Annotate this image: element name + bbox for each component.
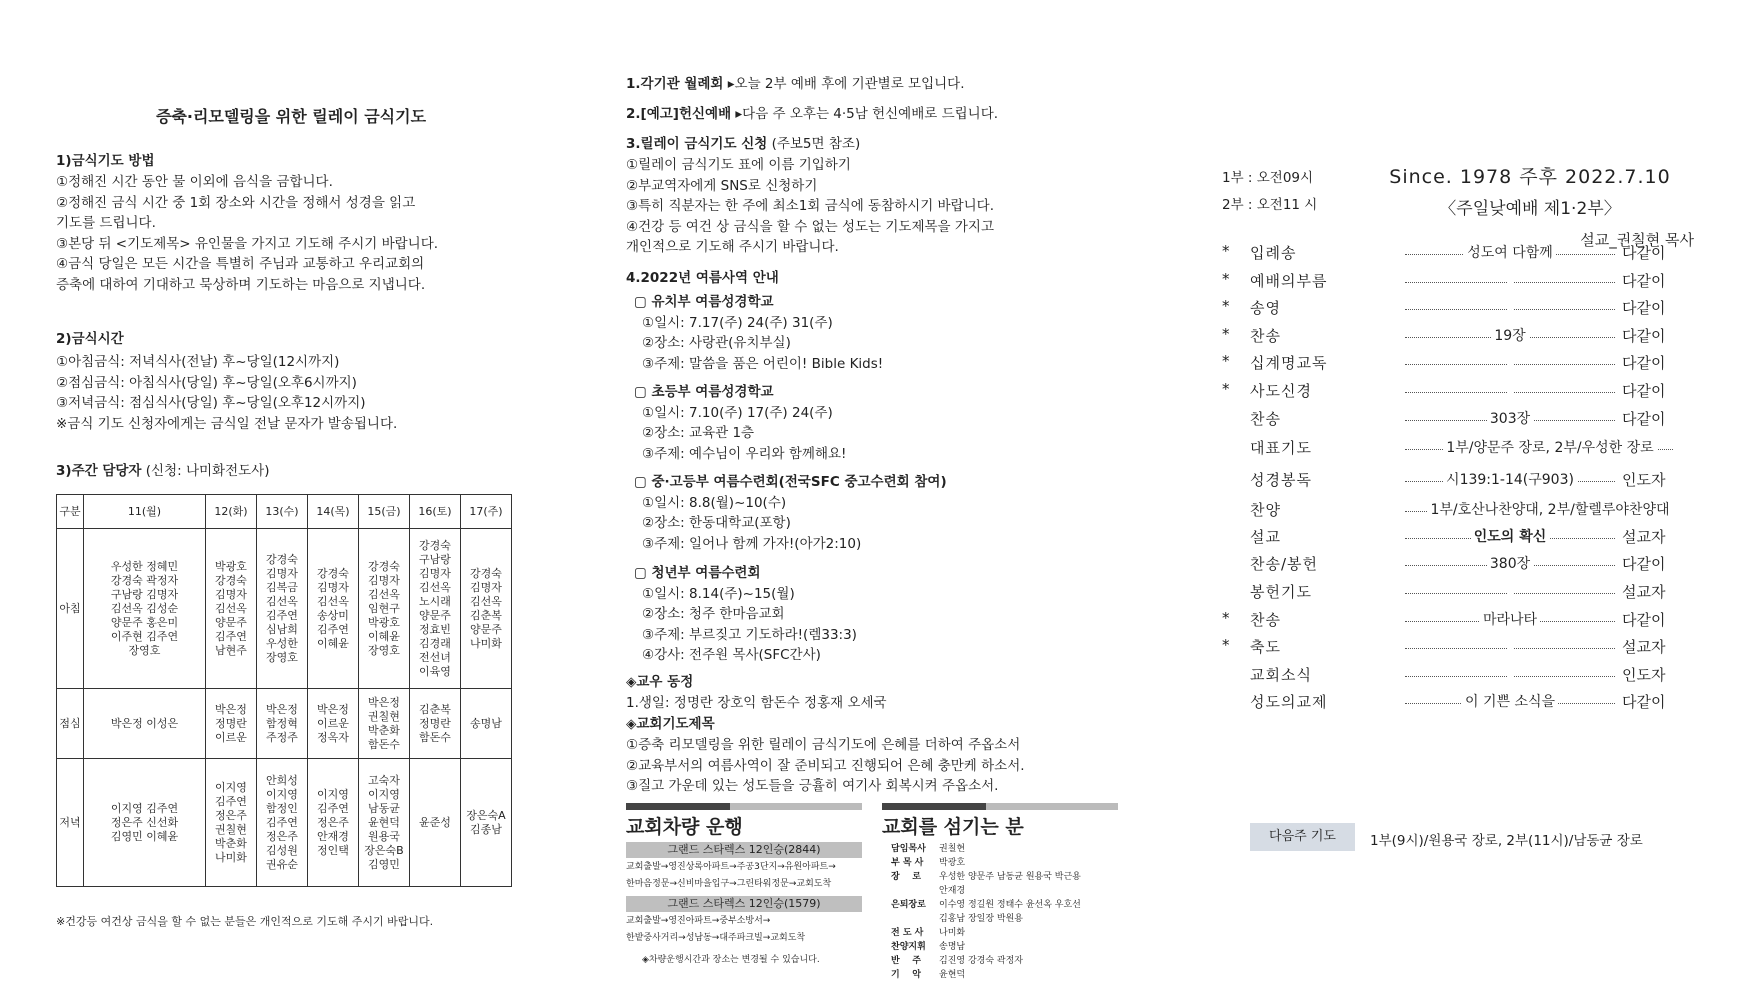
- order-item: [1222, 380, 1682, 402]
- order-item-name: 찬송/봉헌: [1250, 555, 1319, 573]
- table-row: [57, 529, 512, 689]
- standing-mark: *: [1222, 270, 1230, 288]
- relay-line: ②부교역자에게 SNS로 신청하기: [626, 177, 818, 194]
- next-prayer-text: 1부(9시)/원용국 장로, 2부(11시)/남동균 장로: [1370, 833, 1643, 849]
- day-header: 11(월): [84, 495, 206, 529]
- standing-mark: *: [1222, 297, 1230, 315]
- method-line: ①정해진 시간 동안 물 이외에 음식을 금합니다.: [56, 174, 333, 190]
- service-2-time: 2부 : 오전11 시: [1222, 197, 1318, 213]
- servant-row: [891, 884, 1081, 898]
- duty-table: [56, 494, 512, 887]
- order-item-detail: 380장: [1487, 556, 1533, 572]
- standing-mark: *: [1222, 325, 1230, 343]
- order-item: [1222, 526, 1682, 548]
- summer-head: ▢ 초등부 여름성경학교: [634, 384, 774, 400]
- duty-cell: 송명남: [461, 689, 512, 759]
- order-item-name: 찬송: [1250, 611, 1281, 629]
- order-item-detail: 이 기쁜 소식을: [1462, 694, 1558, 710]
- announce-2: [626, 104, 998, 125]
- order-item-name: 예배의부름: [1250, 272, 1328, 290]
- duty-cell: 박은정 이르운 정옥자: [308, 689, 359, 759]
- duty-heading: 3)주간 담당자: [56, 463, 142, 479]
- announce-2-text: ▸다음 주 오후는 4·5남 헌신예배로 드립니다.: [731, 106, 999, 122]
- duty-cell: 이지영 김주연 정은주 안재경 정인택: [308, 759, 359, 887]
- servant-names: 안재경: [939, 886, 966, 896]
- order-item-name: 입례송: [1250, 244, 1297, 262]
- order-item-name: 성도의교제: [1250, 693, 1328, 711]
- announce-1-title: 1.각기관 월례회: [626, 76, 724, 92]
- table-row: [57, 759, 512, 887]
- order-item-leader: 인도자: [1622, 666, 1666, 684]
- method-line: ③본당 뒤 <기도제목> 유인물을 가지고 기도해 주시기 바랍니다.: [56, 235, 439, 252]
- prayer-line: ①증축 리모델링을 위한 릴레이 금식기도에 은혜를 더하여 주옵소서: [626, 737, 1021, 753]
- servant-row: [891, 870, 1081, 884]
- order-item-detail: 1부/호산나찬양대, 2부/할렐루야찬양대: [1427, 502, 1672, 518]
- time-line: ①아침금식: 저녁식사(전날) 후~당일(12시까지): [56, 354, 340, 370]
- servant-row: [891, 912, 1081, 926]
- order-item-detail: [1507, 380, 1513, 396]
- order-item-name: 찬양: [1250, 501, 1281, 519]
- standing-mark: *: [1222, 609, 1230, 627]
- day-header: 14(목): [308, 495, 359, 529]
- order-item-detail: [1507, 270, 1513, 286]
- vehicle-route-1-line: 교회출발→영진상록아파트→주공3단지→유원아파트→: [626, 862, 836, 872]
- service-title: 〈주일낮예배 제1·2부〉: [1439, 199, 1621, 219]
- order-item-leader: 다같이: [1622, 693, 1666, 711]
- relay-list: [626, 155, 994, 258]
- duty-cell: 박은정 권칠현 박춘화 함돈수: [359, 689, 410, 759]
- day-header: 16(토): [410, 495, 461, 529]
- since-date: Since. 1978 주후 2022.7.10: [1389, 166, 1671, 188]
- times-heading: 2)금식시간: [56, 331, 124, 347]
- footnote: ※건강등 여건상 금식을 할 수 없는 분들은 개인적으로 기도해 주시기 바랍니다.: [56, 915, 434, 928]
- servant-row: [891, 926, 1081, 940]
- servant-names: 이수영 정길원 정태수 윤선옥 우호선: [939, 900, 1081, 910]
- news-heading: ◈교우 동정: [626, 674, 694, 690]
- vehicle-route-2-head: 그랜드 스타렉스 12인승(1579): [626, 896, 862, 912]
- order-item-name: 대표기도: [1250, 439, 1312, 457]
- order-item-detail: 시139:1-14(구903): [1443, 472, 1577, 488]
- servant-names: 박광호: [939, 858, 966, 868]
- order-item-leader: 설교자: [1622, 638, 1666, 656]
- servant-role: 장 로: [891, 872, 921, 882]
- method-line: 기도를 드립니다.: [56, 215, 156, 231]
- servant-row: [891, 968, 1081, 982]
- summer-item: ②장소: 교육관 1층: [642, 425, 755, 441]
- order-item-detail: 인도의 확신: [1471, 529, 1550, 545]
- vehicle-note: ◈차량운행시간과 장소는 변경될 수 있습니다.: [642, 955, 820, 965]
- duty-cell: 강경숙 김명자 김복금 김선옥 김주연 심남희 우성한 장영호: [257, 529, 308, 689]
- duty-cell: 김춘복 정명란 함돈수: [410, 689, 461, 759]
- relay-line: ④건강 등 여건 상 금식을 할 수 없는 성도는 기도제목을 가지고: [626, 218, 994, 235]
- order-item-detail: 성도여 다함께: [1464, 245, 1556, 261]
- order-item: [1222, 325, 1682, 347]
- order-item: [1222, 499, 1682, 521]
- order-item-detail: 303장: [1487, 411, 1533, 427]
- prayer-list: [626, 735, 1025, 797]
- summer-item: ①일시: 7.10(주) 17(주) 24(주): [642, 404, 833, 421]
- vehicle-title: 교회차량 운행: [626, 816, 743, 838]
- order-item-leader: 다같이: [1622, 244, 1666, 262]
- order-item-detail: [1507, 297, 1513, 313]
- summer-item: ②장소: 한동대학교(포항): [642, 515, 791, 531]
- order-item-detail: [1507, 581, 1513, 597]
- summer-item: ①일시: 7.17(주) 24(주) 31(주): [642, 314, 833, 331]
- preacher: 설교_권칠현 목사: [1580, 231, 1694, 249]
- duty-cell: 이지영 김주연 정은주 신선화 김영민 이혜윤: [84, 759, 206, 887]
- servant-row: [891, 954, 1081, 968]
- order-item: [1222, 242, 1682, 264]
- summer-item: ③주제: 말씀을 품은 어린이! Bible Kids!: [642, 355, 884, 372]
- duty-cell: 강경숙 김명자 김선옥 송상미 김주연 이혜윤: [308, 529, 359, 689]
- duty-note: (신청: 나미화전도사): [145, 463, 270, 479]
- duty-cell: 박은정 이성은: [84, 689, 206, 759]
- order-item-name: 봉헌기도: [1250, 583, 1312, 601]
- row-label: 점심: [57, 689, 84, 759]
- row-label: 아침: [57, 529, 84, 689]
- order-item: [1222, 270, 1682, 292]
- order-item-name: 찬송: [1250, 410, 1281, 428]
- vehicle-route-1-head: 그랜드 스타렉스 12인승(2844): [626, 842, 862, 858]
- day-header: 12(화): [206, 495, 257, 529]
- order-item-detail: 1부/양문주 장로, 2부/우성한 장로: [1443, 440, 1656, 456]
- duty-cell: 박은정 정명란 이르운: [206, 689, 257, 759]
- order-item-detail: [1507, 664, 1513, 680]
- order-item-name: 십계명교독: [1250, 354, 1328, 372]
- row-label: 저녁: [57, 759, 84, 887]
- relay-line: ③특히 직분자는 한 주에 최소1회 금식에 동참하시기 바랍니다.: [626, 198, 995, 214]
- table-row: [57, 689, 512, 759]
- next-prayer-label: 다음주 기도: [1250, 823, 1355, 851]
- duty-cell: 강경숙 김명자 김선옥 김춘복 양문주 나미화: [461, 529, 512, 689]
- duty-cell: 박광호 강경숙 김명자 김선옥 양문주 김주연 남현주: [206, 529, 257, 689]
- vehicle-route-2-line: 한밭중사거리→성남동→대주파크빌→교회도착: [626, 933, 806, 943]
- corner-cell: 구분: [57, 495, 84, 529]
- order-item: [1222, 664, 1682, 686]
- day-header: 13(수): [257, 495, 308, 529]
- order-item: [1222, 581, 1682, 603]
- vehicle-route-1-line: 한마음정문→신비마을입구→그린타워정문→교회도착: [626, 879, 832, 889]
- news-birthday: 1.생일: 정명란 장호익 함돈수 정홍재 오세국: [626, 695, 887, 711]
- servants-list: [891, 842, 1081, 982]
- prayer-line: ②교육부서의 여름사역이 잘 준비되고 진행되어 은혜 충만케 하소서.: [626, 757, 1025, 774]
- order-item-leader: 다같이: [1622, 555, 1666, 573]
- summer-item: ②장소: 사랑관(유치부실): [642, 335, 791, 351]
- announce-1-text: ▸오늘 2부 예배 후에 기관별로 모입니다.: [723, 76, 965, 92]
- duty-cell: 강경숙 구남랑 김명자 김선옥 노시래 양문주 정효빈 김경래 전선녀 이육영: [410, 529, 461, 689]
- order-item-name: 성경봉독: [1250, 471, 1312, 489]
- order-item-detail: 마라나타: [1480, 612, 1540, 628]
- order-item: [1222, 553, 1682, 575]
- servant-names: 나미화: [939, 928, 966, 938]
- summer-item: ③주제: 부르짖고 기도하라!(렘33:3): [642, 626, 857, 643]
- order-item-name: 교회소식: [1250, 666, 1312, 684]
- order-item-leader: 다같이: [1622, 299, 1666, 317]
- servant-names: 김홍남 장일장 박원용: [939, 914, 1023, 924]
- prayer-line: ③질고 가운데 있는 성도들을 긍휼히 여기사 회복시켜 주옵소서.: [626, 778, 999, 794]
- order-item: [1222, 437, 1682, 459]
- order-item-detail: 19장: [1491, 328, 1528, 344]
- servant-row: [891, 940, 1081, 954]
- summer-head: ▢ 유치부 여름성경학교: [634, 294, 774, 310]
- standing-mark: *: [1222, 352, 1230, 370]
- service-1-time: 1부 : 오전09시: [1222, 170, 1314, 186]
- servants-title: 교회를 섬기는 분: [882, 816, 1024, 838]
- fasting-title: 증축·리모델링을 위한 릴레이 금식기도: [155, 107, 427, 126]
- servant-names: 윤현덕: [939, 970, 966, 980]
- duty-cell: 장은숙A 김종남: [461, 759, 512, 887]
- order-item-name: 설교: [1250, 528, 1281, 546]
- time-line: ※금식 기도 신청자에게는 금식일 전날 문자가 발송됩니다.: [56, 415, 398, 432]
- order-item-name: 송영: [1250, 299, 1281, 317]
- announce-3-title: 3.릴레이 금식기도 신청: [626, 136, 768, 152]
- order-item: [1222, 469, 1682, 491]
- order-item-detail: [1507, 352, 1513, 368]
- order-item-leader: 인도자: [1622, 471, 1666, 489]
- order-item-leader: 다같이: [1622, 327, 1666, 345]
- summer-block-kindergarten: [634, 292, 883, 374]
- order-item-leader: 설교자: [1622, 528, 1666, 546]
- standing-mark: *: [1222, 380, 1230, 398]
- summer-heading: 4.2022년 여름사역 안내: [626, 270, 779, 286]
- standing-mark: *: [1222, 636, 1230, 654]
- servant-role: 전 도 사: [891, 928, 924, 938]
- order-item-leader: 다같이: [1622, 382, 1666, 400]
- summer-item: ③주제: 예수님이 우리와 함께해요!: [642, 445, 847, 462]
- vehicle-route-2-line: 교회출발→영진아파트→중부소방서→: [626, 916, 771, 926]
- servant-role: 은퇴장로: [891, 900, 926, 910]
- servant-names: 우성한 양문주 남동균 원용국 박근용: [939, 872, 1081, 882]
- servant-role: 부 목 사: [891, 858, 924, 868]
- methods-heading: 1)금식기도 방법: [56, 153, 155, 169]
- order-item-name: 찬송: [1250, 327, 1281, 345]
- servant-names: 김진영 강경숙 곽정자: [939, 956, 1023, 966]
- announce-3-text: (주보5면 참조): [767, 136, 861, 152]
- method-line: 증축에 대하여 기대하고 묵상하며 기도하는 마음으로 지냅니다.: [56, 276, 426, 293]
- duty-cell: 강경숙 김명자 김선옥 임현구 박광호 이혜윤 장영호: [359, 529, 410, 689]
- announce-2-title: 2.[예고]헌신예배: [626, 106, 732, 122]
- announce-1: [626, 74, 965, 95]
- prayer-heading: ◈교회기도제목: [626, 716, 715, 732]
- order-item-leader: 다같이: [1622, 611, 1666, 629]
- summer-block-elementary: [634, 382, 846, 464]
- time-line: ③저녁금식: 점심식사(당일) 후~당일(오후12시까지): [56, 395, 366, 411]
- servant-role: 찬양지휘: [891, 942, 926, 952]
- servant-role: 기 악: [891, 970, 921, 980]
- order-item-leader: 다같이: [1622, 410, 1666, 428]
- order-item: [1222, 609, 1682, 631]
- order-item-leader: 다같이: [1622, 272, 1666, 290]
- table-header-row: [57, 495, 512, 529]
- summer-item: ①일시: 8.14(주)~15(월): [642, 585, 795, 602]
- order-item: [1222, 297, 1682, 319]
- methods-list: [56, 172, 438, 295]
- announce-3: [626, 134, 860, 155]
- order-item: [1222, 352, 1682, 374]
- order-item-leader: 설교자: [1622, 583, 1666, 601]
- order-item-detail: [1507, 636, 1513, 652]
- servant-row: [891, 898, 1081, 912]
- relay-line: ①릴레이 금식기도 표에 이름 기입하기: [626, 157, 851, 173]
- servant-row: [891, 842, 1081, 856]
- vehicle-title-bar: [626, 803, 862, 810]
- duty-cell: 이지영 김주연 정은주 권칠현 박춘화 나미화: [206, 759, 257, 887]
- duty-cell: 안희성 이지영 함정인 김주연 정은주 김성원 권유순: [257, 759, 308, 887]
- duty-cell: 우성한 정혜민 강경숙 곽정자 구남랑 김명자 김선옥 김성순 양문주 홍은미 이주현 김주연 장영호: [84, 529, 206, 689]
- relay-line: 개인적으로 기도해 주시기 바랍니다.: [626, 239, 839, 255]
- day-header: 15(금): [359, 495, 410, 529]
- summer-item: ①일시: 8.8(월)~10(수): [642, 494, 787, 511]
- summer-head: ▢ 중·고등부 여름수련회(전국SFC 중고수련회 참여): [634, 474, 947, 490]
- summer-item: ②장소: 청주 한마음교회: [642, 606, 785, 622]
- summer-block-young-adult: [634, 563, 857, 666]
- summer-item: ④강사: 전주원 목사(SFC간사): [642, 647, 821, 663]
- order-item: [1222, 636, 1682, 658]
- duty-cell: 윤준성: [410, 759, 461, 887]
- summer-block-youth: [634, 472, 947, 554]
- servants-title-bar: [882, 803, 1118, 810]
- order-item: [1222, 691, 1682, 713]
- servant-names: 권칠현: [939, 844, 966, 854]
- order-item-name: 사도신경: [1250, 382, 1312, 400]
- order-item-name: 축도: [1250, 638, 1281, 656]
- day-header: 17(주): [461, 495, 512, 529]
- servant-names: 송명남: [939, 942, 966, 952]
- method-line: ④금식 당일은 모든 시간을 특별히 주님과 교통하고 우리교회의: [56, 256, 425, 272]
- servant-row: [891, 856, 1081, 870]
- order-item-leader: 다같이: [1622, 354, 1666, 372]
- duty-cell: 고숙자 이지영 남동균 윤현덕 원용국 장은숙B 김영민: [359, 759, 410, 887]
- method-line: ②정해진 금식 시간 중 1회 장소와 시간을 정해서 성경을 읽고: [56, 194, 416, 211]
- summer-head: ▢ 청년부 여름수련회: [634, 565, 761, 581]
- summer-item: ③주제: 일어나 함께 가자!(아가2:10): [642, 535, 862, 552]
- duty-heading-line: [56, 461, 269, 482]
- duty-cell: 박은정 함정혁 주정주: [257, 689, 308, 759]
- time-line: ②점심금식: 아침식사(당일) 후~당일(오후6시까지): [56, 374, 357, 391]
- times-list: [56, 352, 397, 434]
- servant-role: 담임목사: [891, 844, 926, 854]
- order-item: [1222, 408, 1682, 430]
- servant-role: 반 주: [891, 956, 921, 966]
- standing-mark: *: [1222, 242, 1230, 260]
